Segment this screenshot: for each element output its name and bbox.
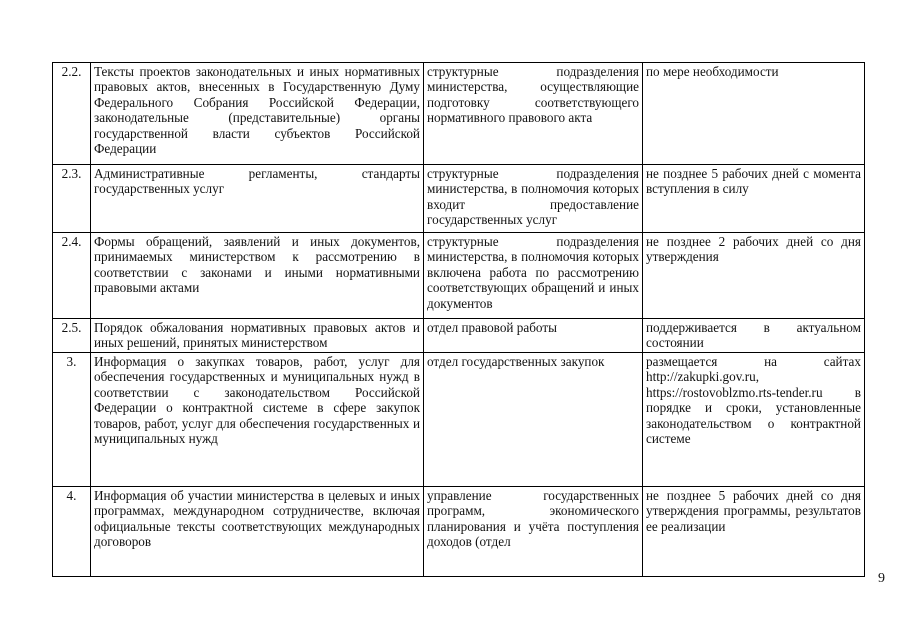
row-number: 2.2.: [53, 63, 91, 165]
row-content: Административные регламенты, стандарты государственных услуг: [91, 165, 424, 233]
row-number: 2.5.: [53, 319, 91, 353]
row-number: 2.4.: [53, 233, 91, 319]
row-deadline: не позднее 5 рабочих дней со дня утверждения программы, результатов ее реализации: [643, 487, 865, 577]
row-responsible: структурные подразделения министерства, в полномочия которых входит предоставление государственных услуг: [424, 165, 643, 233]
table-row: [53, 63, 865, 165]
row-responsible: структурные подразделения министерства, осуществляющие подготовку соответствующего нормативного правового акта: [424, 63, 643, 165]
table-row: [53, 353, 865, 487]
row-responsible: структурные подразделения министерства, в полномочия которых включена работа по рассмотрению соответствующих обращений и иных документов: [424, 233, 643, 319]
row-content: Формы обращений, заявлений и иных документов, принимаемых министерством к рассмотрению в соответствии с законами и иными нормативными правовыми актами: [91, 233, 424, 319]
row-content: Порядок обжалования нормативных правовых актов и иных решений, принятых министерством: [91, 319, 424, 353]
row-content: Информация об участии министерства в целевых и иных программах, международном сотрудничестве, включая официальные тексты соответствующих международных договоров: [91, 487, 424, 577]
row-responsible: управление государственных программ, экономического планирования и учёта поступления доходов (отдел: [424, 487, 643, 577]
row-deadline: поддерживается в актуальном состоянии: [643, 319, 865, 353]
table-row: [53, 319, 865, 353]
row-content: Тексты проектов законодательных и иных нормативных правовых актов, внесенных в Государственную Думу Федерального Собрания Российской Федерации, законодательные (представительные) органы государственной власти субъектов Российской Федерации: [91, 63, 424, 165]
row-number: 2.3.: [53, 165, 91, 233]
row-deadline: размещается на сайтах http://zakupki.gov.ru, https://rostovoblzmo.rts-tender.ru в порядке и сроки, установленные законодательством о контрактной системе: [643, 353, 865, 487]
document-table: [52, 62, 865, 577]
row-content: Информация о закупках товаров, работ, услуг для обеспечения государственных и муниципальных нужд в соответствии с законодательством Российской Федерации о контрактной системе в сфере закупок товаров, работ, услуг для обеспечения государственных и муниципальных нужд: [91, 353, 424, 487]
row-responsible: отдел правовой работы: [424, 319, 643, 353]
row-number: 4.: [53, 487, 91, 577]
table-row: [53, 165, 865, 233]
table-row: [53, 487, 865, 577]
table-row: [53, 233, 865, 319]
row-deadline: не позднее 5 рабочих дней с момента вступления в силу: [643, 165, 865, 233]
row-number: 3.: [53, 353, 91, 487]
row-deadline: не позднее 2 рабочих дней со дня утверждения: [643, 233, 865, 319]
page-number: 9: [878, 571, 885, 586]
row-responsible: отдел государственных закупок: [424, 353, 643, 487]
row-deadline: по мере необходимости: [643, 63, 865, 165]
